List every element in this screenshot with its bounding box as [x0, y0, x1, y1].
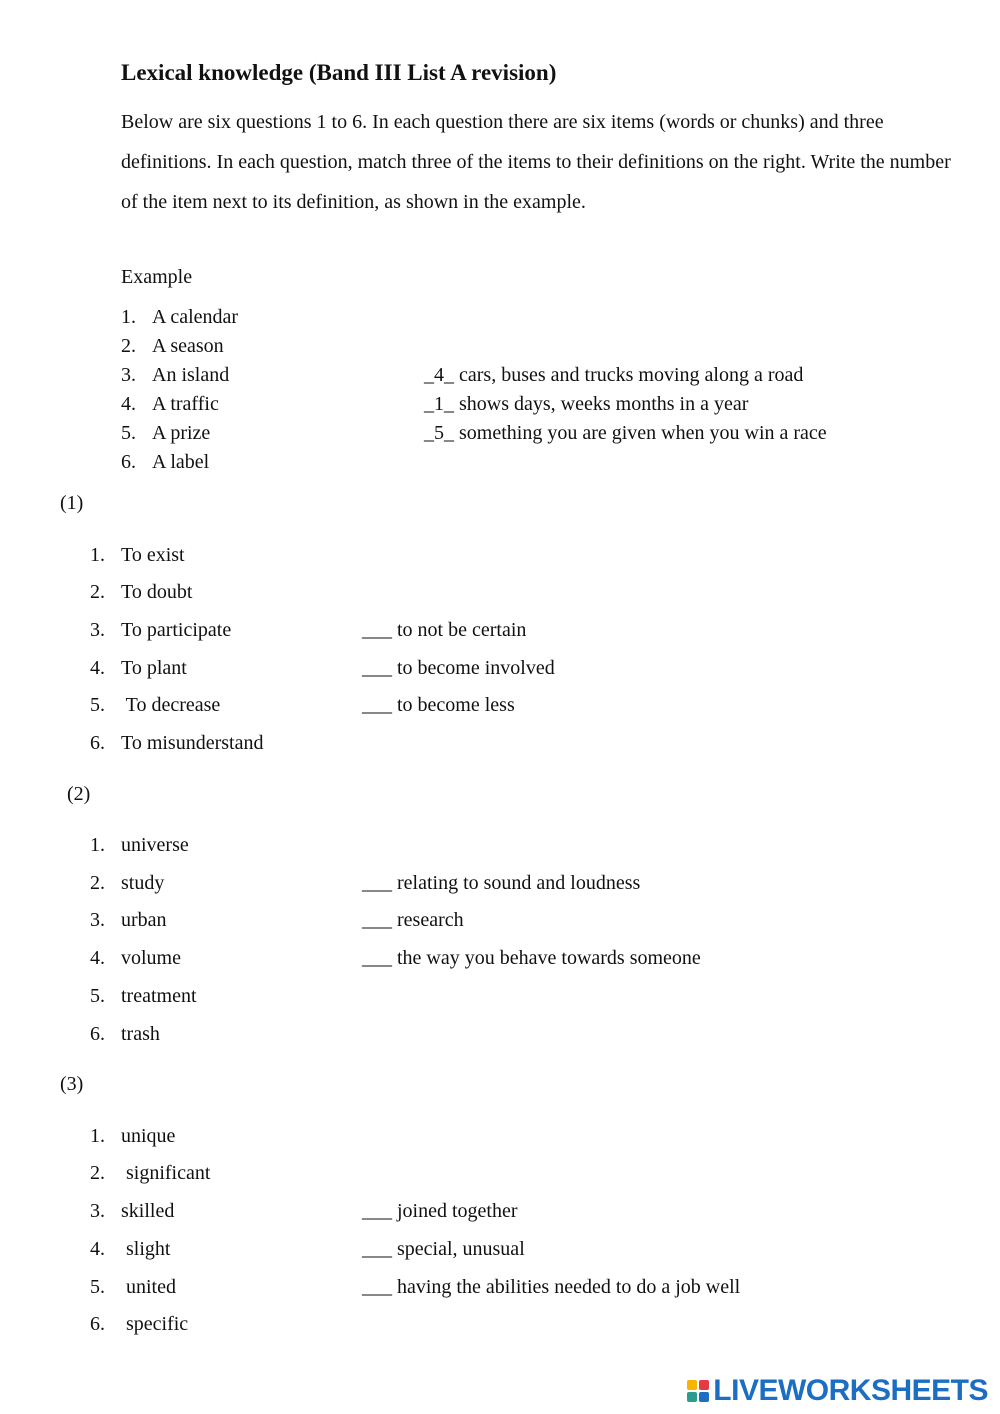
list-item-number: 4.	[121, 393, 136, 415]
list-item: universe	[121, 834, 189, 856]
list-item-number: 4.	[90, 1238, 105, 1260]
list-item-number: 5.	[90, 1276, 105, 1298]
list-item: A calendar	[152, 306, 239, 328]
instructions-paragraph: Below are six questions 1 to 6. In each question there are six items (words or chunks) and three definitions. In each question, match three of the items to their definitions on the right. Write the number of the item next to its definition, as shown in the example.	[121, 111, 951, 213]
logo-square	[687, 1380, 697, 1390]
definition-answer-blank[interactable]: ___ relating to sound and loudness	[362, 872, 641, 894]
list-item-number: 1.	[90, 1125, 105, 1147]
list-item-number: 2.	[90, 1162, 105, 1184]
list-item: A label	[152, 451, 210, 473]
list-item-number: 1.	[90, 834, 105, 856]
definition-answered: _5_ something you are given when you win a race	[424, 422, 827, 444]
definition-answered: _1_ shows days, weeks months in a year	[424, 393, 749, 415]
list-item-number: 3.	[90, 909, 105, 931]
list-item: To decrease	[121, 694, 221, 716]
logo-square	[699, 1392, 709, 1402]
list-item: To doubt	[121, 581, 193, 603]
list-item-number: 6.	[90, 1313, 105, 1335]
list-item: slight	[121, 1238, 171, 1260]
list-item: A prize	[152, 422, 211, 444]
list-item-number: 5.	[121, 422, 136, 444]
list-item: specific	[121, 1313, 189, 1335]
list-item: A traffic	[152, 393, 219, 415]
definition-answer-blank[interactable]: ___ joined together	[362, 1200, 518, 1222]
list-item-number: 2.	[90, 872, 105, 894]
list-item-number: 2.	[90, 581, 105, 603]
list-item: volume	[121, 947, 181, 969]
logo-square	[687, 1392, 697, 1402]
list-item: To plant	[121, 657, 187, 679]
example-label: Example	[121, 266, 193, 288]
definition-answer-blank[interactable]: ___ research	[362, 909, 464, 931]
list-item-number: 6.	[121, 451, 136, 473]
definition-answer-blank[interactable]: ___ having the abilities needed to do a job well	[362, 1276, 741, 1298]
definition-answered: _4_ cars, buses and trucks moving along a road	[424, 364, 804, 386]
list-item-number: 3.	[90, 619, 105, 641]
list-item: unique	[121, 1125, 176, 1147]
list-item: treatment	[121, 985, 197, 1007]
list-item-number: 3.	[121, 364, 136, 386]
logo-square	[699, 1380, 709, 1390]
list-item-number: 6.	[90, 1023, 105, 1045]
question-label: (1)	[60, 492, 84, 514]
list-item: study	[121, 872, 165, 894]
list-item: skilled	[121, 1200, 175, 1222]
list-item: To exist	[121, 544, 185, 566]
list-item: To misunderstand	[121, 732, 264, 754]
definition-answer-blank[interactable]: ___ the way you behave towards someone	[362, 947, 701, 969]
list-item-number: 4.	[90, 657, 105, 679]
question-label: (3)	[60, 1073, 84, 1095]
list-item: An island	[152, 364, 230, 386]
list-item-number: 2.	[121, 335, 136, 357]
logo-text: LIVEWORKSHEETS	[713, 1374, 988, 1407]
list-item-number: 6.	[90, 732, 105, 754]
page-title: Lexical knowledge (Band III List A revision)	[121, 60, 557, 85]
list-item: urban	[121, 909, 167, 931]
definition-answer-blank[interactable]: ___ to become less	[362, 694, 515, 716]
list-item: To participate	[121, 619, 232, 641]
liveworksheets-logo-icon	[687, 1380, 709, 1402]
list-item: significant	[121, 1162, 211, 1184]
list-item-number: 3.	[90, 1200, 105, 1222]
question-label: (2)	[62, 783, 91, 805]
definition-answer-blank[interactable]: ___ to not be certain	[362, 619, 527, 641]
definition-answer-blank[interactable]: ___ special, unusual	[362, 1238, 525, 1260]
list-item-number: 5.	[90, 985, 105, 1007]
list-item-number: 1.	[90, 544, 105, 566]
list-item: united	[121, 1276, 176, 1298]
list-item-number: 4.	[90, 947, 105, 969]
definition-answer-blank[interactable]: ___ to become involved	[362, 657, 555, 679]
list-item: A season	[152, 335, 224, 357]
list-item-number: 5.	[90, 694, 105, 716]
list-item: trash	[121, 1023, 160, 1045]
list-item-number: 1.	[121, 306, 136, 328]
liveworksheets-logo	[687, 1374, 988, 1408]
